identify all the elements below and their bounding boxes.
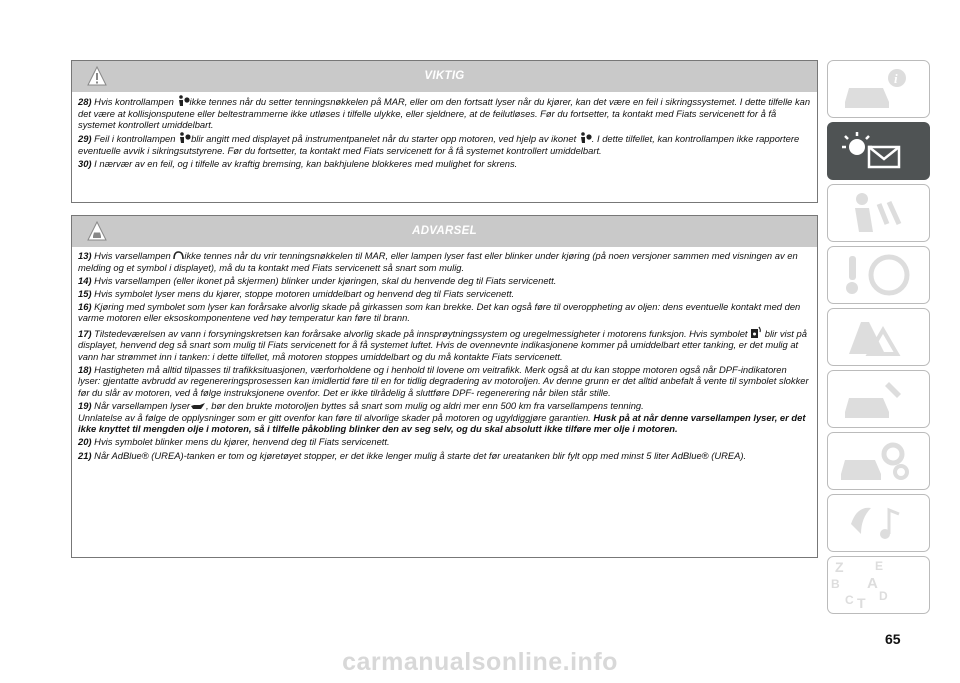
media-music-icon [827, 494, 930, 552]
viktig-box [71, 60, 818, 203]
airbag-person-icon [579, 132, 592, 144]
seat-airbag-icon [827, 184, 930, 242]
viktig-item-30: 30) I nærvær av en feil, og i tilfelle av kraftig bremsing, kan bakhjulene blokkeres med mulighet for skrens. [78, 157, 518, 169]
advarsel-header [72, 216, 817, 247]
index-letter-d: D [879, 589, 888, 603]
viktig-item-28: 28) Hvis kontrollampen ikke tennes når du setter tenningsnøkkelen på MAR, eller om den fortsatt lyser når du kjører, kan det være en feil i sikringssystemet. I dette tilfelle kan det være at kollisjonsputene eller beltestrammerne ikke utløses i tilfelle ulykke, eller sjeldnere, at de feilutløses. Før du fortsetter, ta kontakt med Fiats servicenett for å få systemet kontrollert umiddelbart. [78, 96, 811, 131]
car-maintenance-icon [827, 370, 930, 428]
advarsel-box [71, 215, 818, 558]
advarsel-title: ADVARSEL [412, 225, 477, 237]
tab-media-music[interactable] [827, 494, 930, 552]
index-letter-c: C [845, 593, 854, 607]
tab-seat-airbag[interactable] [827, 184, 930, 242]
airbag-person-icon [177, 95, 190, 107]
tab-road-warning[interactable] [827, 308, 930, 366]
tab-alphabet-index[interactable] [827, 556, 930, 614]
warning-lights-icon [827, 122, 930, 180]
viktig-title: VIKTIG [424, 70, 465, 82]
viktig-header [72, 61, 817, 92]
tab-car-gears[interactable] [827, 432, 930, 490]
watermark: carmanualsonline.info [342, 648, 618, 676]
index-letter-e: E [875, 559, 884, 573]
index-letter-b: B [831, 577, 840, 591]
advarsel-item-17: 17) Tilstedeværelsen av vann i forsyningskretsen kan forårsake alvorlig skade på innsprøytningssystem og uregelmessigheter i motorens funksjon. Hvis symbolet blir vist på displayet, henvend deg så snart som mulig til Fiats servicenett for å få systemet luftet. Hvis de ovennevnte indikasjonene kommer på umiddelbart etter tanking, er det mulig at vann har strømmet inn i tanken: i dette tilfellet, må motoren stoppes umiddelbart og du må kontakte Fiats servicenett. [78, 327, 807, 362]
advarsel-item-18: 18) Hastigheten må alltid tilpasses til trafikksituasjonen, værforholdene og i henhold til lovene om veitrafikk. Merk også at du kan stoppe motoren også når DPF-indikatoren lyser: gjentatte avbrudd av regenereringsprosessen kan imidlertid føre til en for tidlig degradering av motoroljen. Av denne grunn er det alltid anbefalt å vente til symbolet slokker før du slår av motoren, ved å følge instruksjonene ovenfor. Det er ikke tilrådelig å sluttføre DPF- regenerering når bilen står stille. [78, 363, 809, 399]
oil-can-icon [190, 402, 206, 411]
road-warning-icon [827, 308, 930, 366]
advarsel-item-20: 20) Hvis symbolet blinker mens du kjører, henvend deg til Fiats servicenett. [78, 436, 390, 448]
advarsel-item-21: 21) Når AdBlue® (UREA)-tanken er tom og kjøretøyet stopper, er det ikke lenger mulig å starte det før ureatanken blir fylt opp med minst 5 liter AdBlue® (UREA). [78, 449, 747, 461]
car-info-icon [827, 60, 930, 118]
advarsel-item-19: 19) Når varsellampen lyser , bør den brukte motoroljen byttes så snart som mulig og aldri mer enn 500 km fra varsellampens tenning. Unnlatelse av å følge de opplysninger som er gitt ovenfor kan føre til alvorlige skader på motoren og ugyldiggjøre garantien. Husk på at når denne varsellampen lyser, er det ikke knyttet til mengden olje i motoren, så i tilfelle påkobling blinker den av seg selv, og du skal absolutt ikke tilføre mer olje i motoren. [78, 400, 806, 435]
tab-warning-lights[interactable] [827, 122, 930, 180]
advarsel-item-13: 13) Hvis varsellampen ikke tennes når du vrir tenningsnøkkelen til MAR, eller lampen lyser fast eller blinker under kjøring (på noen versjoner sammen med visningen av en melding og et symbol i displayet), må du ta kontakt med Fiats servicenett så snart som mulig. [78, 250, 798, 273]
index-letter-t: T [857, 595, 866, 611]
page-number: 65 [885, 631, 901, 647]
tab-key-steering[interactable] [827, 246, 930, 304]
preheat-coil-icon [173, 251, 184, 261]
viktig-item-29: 29) Feil i kontrollampen blir angitt med displayet på instrumentpanelet når du starter opp motoren, ved hjelp av ikonet . I dette tilfellet, kan kontrollampen ikke rapportere eventuelle avvik i sikringsutstyrene. Før du fortsetter, ta kontakt med Fiats servicenett for å få systemet kontrollert umiddelbart. [78, 133, 800, 156]
advarsel-item-15: 15) Hvis symbolet lyser mens du kjører, stoppe motoren umiddelbart og henvend deg til Fiats servicenett. [78, 287, 515, 299]
water-in-fuel-icon [750, 326, 762, 339]
key-steering-wheel-icon [827, 246, 930, 304]
airbag-person-icon [178, 132, 191, 144]
alphabet-index-icon [827, 556, 930, 614]
tab-car-info[interactable] [827, 60, 930, 118]
advarsel-item-16: 16) Kjøring med symbolet som lyser kan forårsake alvorlig skade på girkassen som kan brekke. Det kan også føre til overoppheting av oljen: dens eventuelle kontakt med den varme motoren eller eksoskomponentene ved høy temperatur kan føre til brann. [78, 300, 801, 324]
tab-car-maintenance[interactable] [827, 370, 930, 428]
index-letter-a: A [867, 575, 878, 592]
advarsel-item-14: 14) Hvis varsellampen (eller ikonet på skjermen) blinker under kjøringen, skal du henvende deg til Fiats servicenett. [78, 274, 557, 286]
car-gears-icon [827, 432, 930, 490]
svg-text:i: i [894, 71, 898, 86]
index-letter-z: Z [835, 559, 844, 575]
